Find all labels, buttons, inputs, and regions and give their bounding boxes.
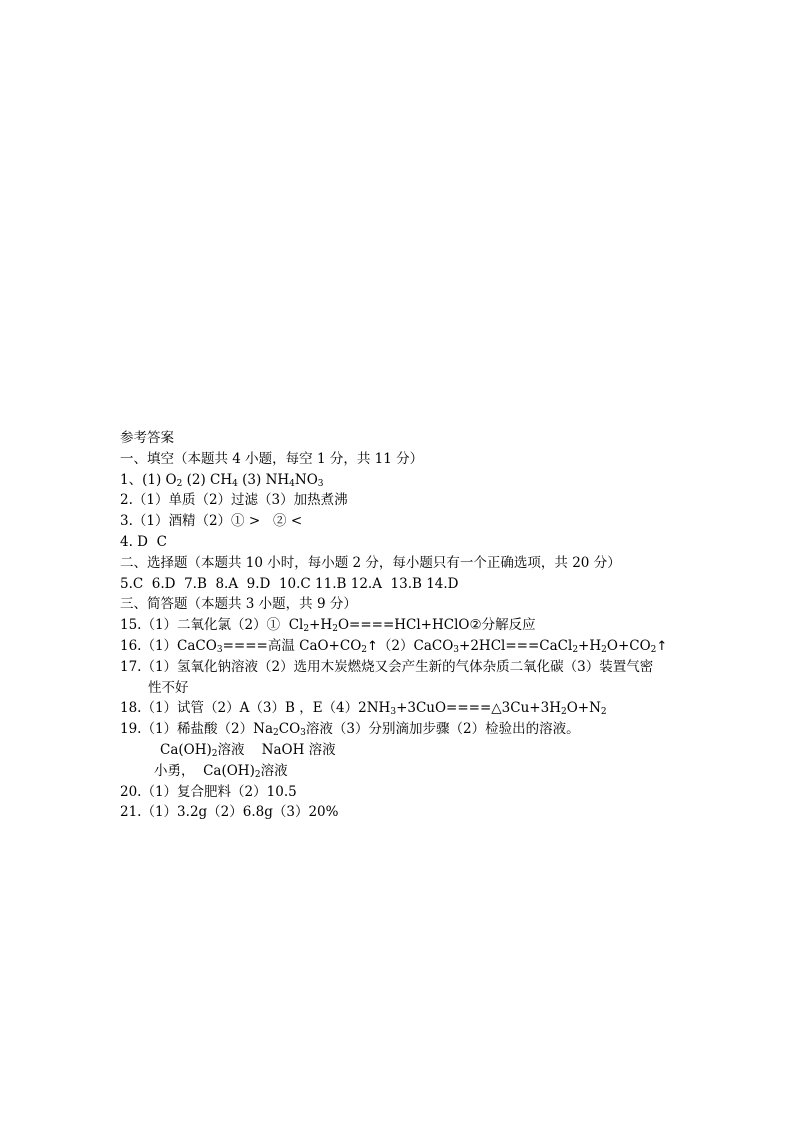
up-arrow-icon: ↑ <box>367 638 378 654</box>
answer-19-line2: $Ca(OH)_2$溶液 NaOH 溶液 <box>160 741 336 759</box>
answers-5-14: 5.C 6.D 7.B 8.A 9.D 10.C 11.B 12.A 13.B 14.D <box>120 575 459 592</box>
answer-4: 4. D C <box>120 533 167 550</box>
answer-16: 16.（1）CaCO$_3$====高温 $CaO+CO_2↑(2)CaCO_3+2HCl===CaCl_2+H_2O+CO_2↑$ <box>120 637 668 655</box>
answer-18: 18.（1）试管（2）A（3）B ，$E(4)2NH_3+3CuO====\triangle 3Cu+3H_2O+N_2$ <box>120 700 607 718</box>
answer-20: 20.（1）复合肥料（2）10.5 <box>120 783 297 800</box>
answer-17: 17.（1）氢氧化钠溶液（2）选用木炭燃烧又会产生新的气体杂质二氧化碳（3）装置气密 <box>120 658 654 675</box>
section-fill-in-heading: 一、填空（本题共 4 小题，每空 1 分，共 11 分） <box>120 450 424 467</box>
answer-3: 3.（1）酒精（2）① > ② < <box>120 513 303 530</box>
section-choice-heading: 二、选择题（本题共 10 小时，每小题 2 分，每小题只有一个正确选项，共 20 分） <box>120 554 621 571</box>
answer-19-line3: 小勇， $Ca(OH)_2$溶液 <box>154 762 288 780</box>
up-arrow-icon: ↑ <box>656 638 668 654</box>
answer-2: 2.（1）单质（2）过滤（3）加热煮沸 <box>120 492 348 509</box>
answer-1: 1、(1) $O_2$ (2) $CH_4$ (3) $NH_4NO_3$ <box>120 471 324 489</box>
answer-17-continued: 性不好 <box>148 679 189 696</box>
answer-15: 15.（1）二氧化氯（2）① $Cl_2+H_2O====HCl+HClO②$分解反应 <box>120 617 536 635</box>
section-short-answer-heading: 三、简答题（本题共 3 小题，共 9 分） <box>120 596 357 613</box>
answer-key-title: 参考答案 <box>120 430 174 446</box>
answer-key <box>120 428 700 823</box>
answer-21: 21.（1）3.2g（2）6.8g（3）20% <box>120 804 339 821</box>
answer-19: 19.（1）稀盐酸$(2)Na_2CO_3$溶液（3）分别滴加步骤（2）检验出的溶液。 <box>120 721 580 739</box>
